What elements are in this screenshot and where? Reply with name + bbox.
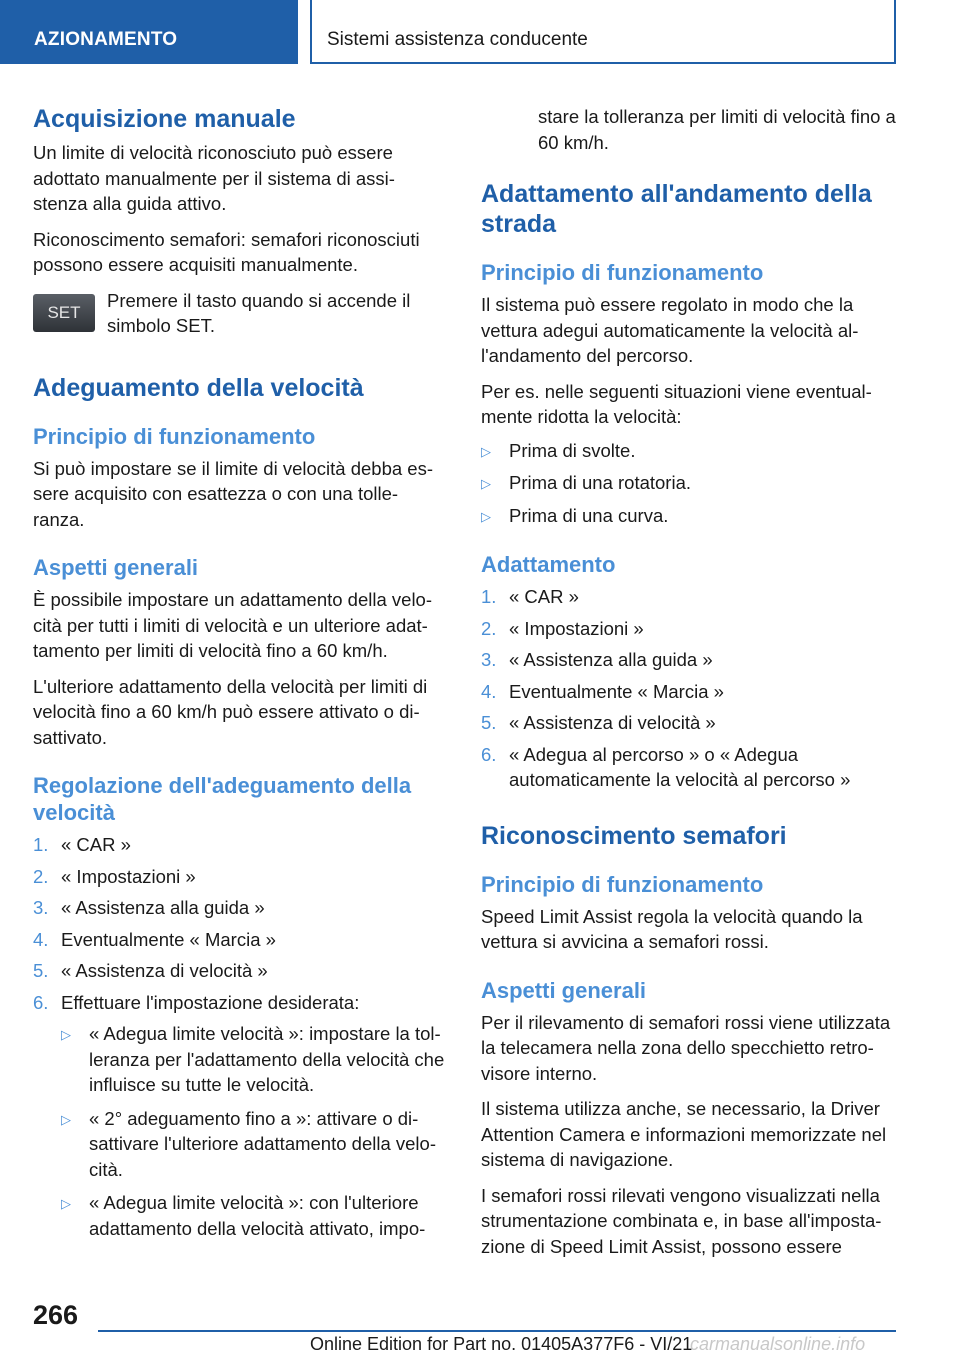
step-text: « Assistenza alla guida »	[61, 897, 265, 918]
subheading-principio: Principio di funzionamento	[481, 871, 764, 897]
step-text: « CAR »	[61, 834, 131, 855]
list-item	[33, 895, 448, 921]
step-number: 1.	[33, 834, 49, 855]
subheading-aspetti: Aspetti generali	[481, 977, 647, 1003]
step-number: 5.	[33, 960, 49, 981]
triangle-bullet-icon: ▷	[481, 508, 491, 524]
step-text: « Assistenza alla guida »	[509, 649, 713, 670]
bullet-list	[481, 438, 901, 530]
list-item	[33, 990, 448, 1016]
paragraph: stare la tolleranza per limiti di velocità fino a 60 km/h.	[538, 106, 896, 153]
heading-adattamento-strada: Adattamento all'andamento della strada	[481, 180, 872, 238]
step-number: 5.	[481, 712, 497, 733]
list-item	[33, 832, 448, 858]
steps-list	[481, 584, 901, 793]
list-item	[481, 647, 901, 673]
step-number: 6.	[33, 991, 49, 1013]
watermark: carmanualsonline.info	[690, 1334, 866, 1354]
triangle-bullet-icon: ▷	[481, 443, 491, 459]
bullet-text: Prima di una curva.	[509, 504, 669, 526]
subheading-adattamento: Adattamento	[481, 552, 616, 577]
step-number: 2.	[33, 865, 49, 887]
bullet-text: Prima di una rotatoria.	[509, 472, 692, 493]
steps-list	[33, 832, 448, 1015]
step-number: 6.	[481, 743, 497, 765]
bullet-text: « Adegua limite velocità »: con l'ulteriore adattamento della velocità attivato, impo-	[89, 1192, 426, 1239]
list-item	[33, 864, 448, 890]
list-item	[481, 710, 901, 736]
list-item	[33, 927, 448, 953]
edition-info: Online Edition for Part no. 01405A377F6 - VI/21	[310, 1334, 693, 1354]
triangle-bullet-icon: ▷	[481, 476, 491, 491]
step-text: « Adegua al percorso » o « Adegua automaticamente la velocità al percorso »	[509, 743, 851, 790]
step-text: Effettuare l'impostazione desiderata:	[61, 991, 360, 1013]
heading-acquisizione: Acquisizione manuale	[33, 105, 296, 133]
header-chapter-label: Sistemi assistenza conducente	[327, 29, 588, 50]
list-item	[481, 679, 901, 705]
step-number: 4.	[481, 680, 497, 702]
subheading-principio: Principio di funzionamento	[481, 260, 764, 285]
list-item	[61, 1106, 448, 1183]
list-item	[61, 1021, 448, 1098]
list-item	[481, 438, 901, 465]
footer-divider	[98, 1330, 896, 1332]
subheading-regolazione: Regolazione dell'adeguamento della velocità	[33, 773, 412, 825]
step-number: 1.	[481, 586, 497, 607]
triangle-bullet-icon: ▷	[61, 1196, 71, 1211]
paragraph: Per il rilevamento di semafori rossi viene utilizzata la telecamera nella zona dello specchietto retro-visore interno.	[481, 1011, 891, 1084]
bullet-text: « 2° adeguamento fino a »: attivare o di-sattivare l'ulteriore adattamento della velo-cità.	[89, 1107, 436, 1180]
step-number: 4.	[33, 928, 49, 950]
paragraph: Si può impostare se il limite di velocità debba es-sere acquisito con esattezza o con una tolle-ranza.	[33, 457, 433, 530]
step-text: « Assistenza di velocità »	[61, 960, 268, 981]
header-section-label: AZIONAMENTO	[34, 29, 178, 50]
paragraph: Premere il tasto quando si accende il simbolo SET.	[107, 289, 411, 336]
paragraph: I semafori rossi rilevati vengono visualizzati nella strumentazione combinata e, in base all'imposta-zione di Speed Limit Assist, possono essere	[481, 1184, 882, 1257]
triangle-bullet-icon: ▷	[61, 1027, 71, 1042]
step-number: 2.	[481, 617, 497, 639]
page-number: 266	[33, 1300, 79, 1330]
step-text: « Assistenza di velocità »	[509, 712, 716, 733]
list-item	[481, 584, 901, 610]
step-text: « Impostazioni »	[509, 617, 644, 639]
list-item	[481, 742, 901, 793]
set-instruction	[33, 288, 448, 339]
list-item	[61, 1190, 448, 1241]
list-item	[33, 958, 448, 984]
paragraph: È possibile impostare un adattamento della velo-cità per tutti i limiti di velocità e un ulteriore adat-tamento per limiti di velocità fino a 60 km/h.	[33, 589, 433, 661]
paragraph: Per es. nelle seguenti situazioni viene eventual-mente ridotta la velocità:	[481, 380, 872, 427]
paragraph: Il sistema utilizza anche, se necessario, la Driver Attention Camera e informazioni memorizzate nel sistema di navigazione.	[481, 1098, 887, 1170]
step-number: 3.	[481, 649, 497, 670]
subheading-principio: Principio di funzionamento	[33, 423, 316, 449]
step-text: Eventualmente « Marcia »	[509, 680, 724, 702]
set-key-icon: SET	[33, 294, 95, 332]
bullet-text: « Adegua limite velocità »: impostare la tol-leranza per l'adattamento della velocità che influisce su tutte le velocità.	[89, 1023, 445, 1095]
step-text: « Impostazioni »	[61, 865, 196, 887]
header-chapter-tab	[310, 0, 896, 64]
heading-adeguamento: Adeguamento della velocità	[33, 373, 364, 402]
left-column	[33, 100, 448, 1241]
step-text: « CAR »	[509, 586, 579, 607]
subheading-aspetti: Aspetti generali	[33, 555, 199, 580]
paragraph: Un limite di velocità riconosciuto può essere adottato manualmente per il sistema di assi-stenza alla guida attivo.	[33, 142, 395, 214]
sub-bullet-list	[61, 1021, 448, 1241]
step-number: 3.	[33, 897, 49, 918]
triangle-bullet-icon: ▷	[61, 1111, 71, 1127]
step-text: Eventualmente « Marcia »	[61, 928, 276, 950]
paragraph: Riconoscimento semafori: semafori riconosciuti possono essere acquisiti manualmente.	[33, 228, 420, 275]
bullet-text: Prima di svolte.	[509, 439, 636, 461]
list-item	[481, 616, 901, 642]
list-item	[481, 470, 901, 497]
paragraph: Il sistema può essere regolato in modo che la vettura adegui automaticamente la velocità al-l'andamento del percorso.	[481, 294, 859, 366]
paragraph: Speed Limit Assist regola la velocità quando la vettura si avvicina a semafori rossi.	[481, 905, 863, 952]
header-section-tab	[0, 0, 298, 64]
paragraph: L'ulteriore adattamento della velocità per limiti di velocità fino a 60 km/h può essere attivato o di-sattivato.	[33, 675, 428, 748]
heading-riconoscimento-semafori: Riconoscimento semafori	[481, 821, 787, 850]
list-item	[481, 503, 901, 530]
right-column	[481, 100, 901, 1259]
